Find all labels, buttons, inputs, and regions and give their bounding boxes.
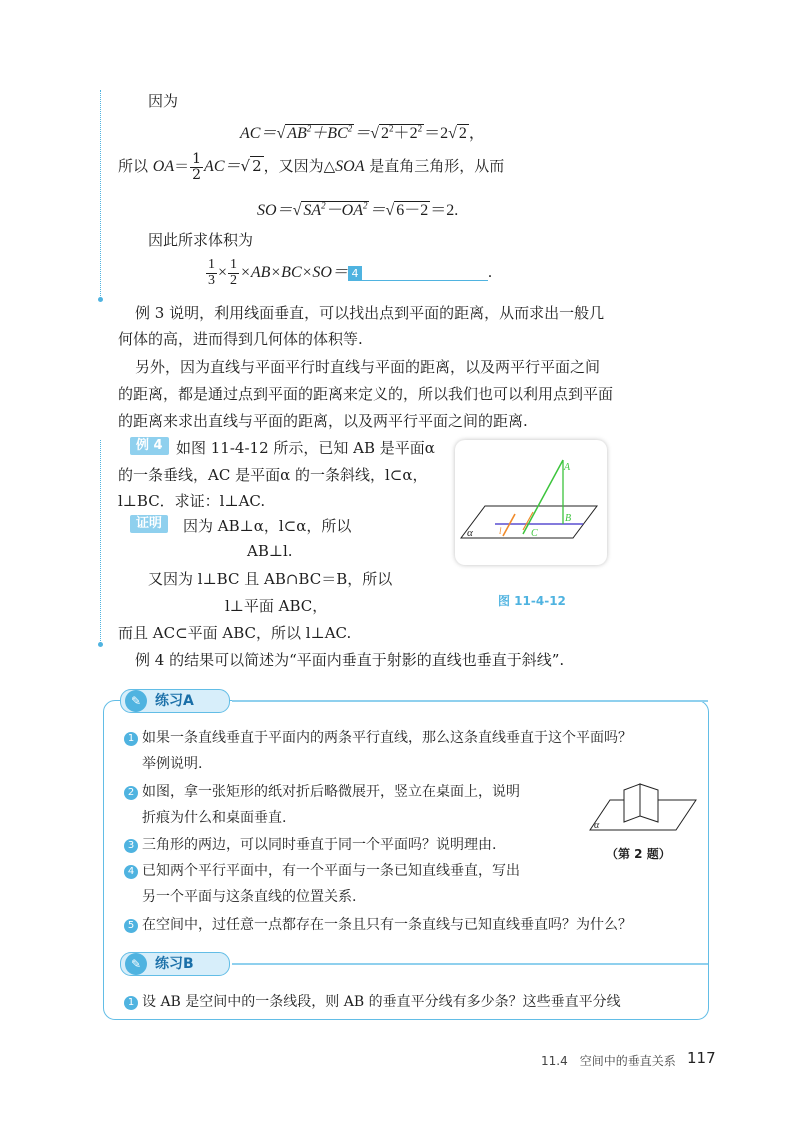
example4-line-3: l⊥BC．求证：l⊥AC. [118,492,266,510]
eq-plus: ＋ [311,125,328,142]
exercise-a-item-2 [124,781,520,801]
exercise-b-item-1 [124,991,621,1011]
eq-result: ＝2 [424,125,449,142]
eq2-tail: ＝2. [430,202,459,219]
exercise-a-title: 练习A [155,693,194,709]
l3-oa: OA [152,158,175,176]
eq-2b: 2 [409,125,418,142]
item-number: 2 [124,786,138,800]
eq-sup: 2 [347,123,353,134]
item-number: 5 [124,919,138,933]
vol-n2: 1 [230,257,238,272]
item-number: 1 [124,996,138,1010]
label-l: l [499,526,502,536]
eq2-eq: ＝ [369,202,386,219]
solution-line-3: 所以 OA＝ $\frac{1}{2}$ AC＝√ 2 ，又因为△SOA 是直角三角形，从而 [118,151,505,183]
paper-left [624,784,640,822]
item-text: 如图，拿一张矩形的纸对折后略微展开，竖立在桌面上，说明 [142,784,520,800]
vol-frac-1 [206,258,217,288]
answer-blank-line[interactable] [362,266,488,281]
vol-frac-2 [228,258,239,288]
eq-2a: 2 [381,125,390,142]
paper-right [640,784,658,822]
vol-d2: 2 [230,272,238,288]
example4-rule [100,440,101,645]
eq2-minus: － [325,202,342,219]
item-number: 1 [124,732,138,746]
page-number: 117 [687,1049,716,1067]
eq-tail: ， [468,125,485,142]
exercise-a-item-3 [124,834,496,854]
exercise-b-header [120,952,230,976]
vol-n1: 1 [208,257,215,272]
solution-rule-dot [98,297,103,302]
eq2-root: 6－2 [396,202,429,219]
eq-lhs: AC＝ [240,125,277,142]
item-text: 在空间中，过任意一点都存在一条且只有一条直线与已知直线垂直吗？为什么？ [142,917,632,933]
eq-sup: 2 [306,123,312,134]
l3-soa: SOA [335,158,365,176]
item-text: 三角形的两边，可以同时垂直于同一个平面吗？说明理由. [142,837,497,853]
eq2-sa: SA [303,202,322,219]
l3-sq: 2 [252,157,262,176]
item-text: 已知两个平行平面中，有一个平面与一条已知直线垂直，写出 [142,863,520,879]
pencil-icon: ✎ [125,953,147,975]
exercise-a-item-5 [124,914,632,934]
answer-blank-marker: 4 [348,266,362,281]
l3-ac: AC＝ [204,158,241,176]
eq-bc: BC [327,125,348,142]
proof-line-1: 因为 AB⊥α，l⊂α，所以 [183,517,352,535]
l3-b: ，又因为△ [263,157,336,176]
exercise-a-item-1 [124,727,632,747]
proof-line-4: l⊥平面 ABC， [225,597,328,615]
proof-tag: 证明 [130,515,168,533]
proof-line-3: 又因为 l⊥BC 且 AB∩BC＝B，所以 [148,570,393,588]
example4-line-1: 如图 11-4-12 所示，已知 AB 是平面α [176,439,435,457]
eq-sup: 2 [389,123,394,134]
eq-plus2: ＋ [393,125,410,142]
solution-eq-so: SO＝√ $SA^2-OA^2$ ＝√ 6－2 ＝2. [257,200,459,219]
para-2a: 另外，因为直线与平面平行时直线与平面的距离，以及两平行平面之间 [135,358,601,376]
eq-sup: 2 [417,123,423,134]
label-c: C [531,528,538,539]
label-a: A [564,462,571,473]
desk-alpha-label: α [594,820,600,831]
eq2-oa: OA [341,202,363,219]
vol-times: × [218,263,228,281]
para-2b: 的距离，都是通过点到平面的距离来定义的，所以我们也可以利用点到平面 [118,385,614,403]
example4-line-2: 的一条垂线，AC 是平面α 的一条斜线，l⊂α， [118,466,428,484]
proof-line-2: AB⊥l. [247,542,293,560]
solution-line-1: 因为 [148,92,179,110]
para-1a: 例 3 说明，利用线面垂直，可以找出点到平面的距离，从而求出一般几 [135,304,605,322]
exercise-a-item-1-cont: 举例说明. [142,756,203,772]
eq2-sup: 2 [321,200,326,211]
exercise-b-header-bar [232,963,708,965]
l3-den: 2 [192,166,202,183]
l3-a: 所以 [118,157,153,176]
solution-line-5: 因此所求体积为 [148,231,254,249]
para-2c: 的距离来求出直线与平面的距离，以及两平行平面之间的距离. [118,412,528,430]
exercise-a-item-4 [124,860,520,880]
figure-11-4-12 [455,440,607,565]
eq2-lhs: SO＝ [257,202,293,219]
exercise-a-item-2-cont: 折痕为什么和桌面垂直. [142,810,287,826]
example4-summary: 例 4 的结果可以简述为“平面内垂直于射影的直线也垂直于斜线”. [135,651,565,669]
item-number: 4 [124,865,138,879]
exercise-a-figure-caption: （第 2 题） [606,847,671,861]
l3-eq: ＝ [174,157,190,176]
vol-rest: ×AB×BC×SO＝ [240,263,348,281]
eq2-sup: 2 [362,200,368,211]
example4-rule-dot [98,642,103,647]
solution-volume [205,258,492,288]
eq-eq: ＝ [354,125,371,142]
proof-line-5: 而且 AC⊂平面 ABC，所以 l⊥AC. [118,624,352,642]
example4-tag: 例 4 [130,437,169,455]
figure-caption: 图 11-4-12 [498,594,566,608]
label-b: B [565,513,572,524]
folded-paper-figure [588,778,698,834]
solution-rule [100,90,101,300]
vol-d1: 3 [208,272,215,288]
item-text: 如果一条直线垂直于平面内的两条平行直线，那么这条直线垂直于这个平面吗？ [142,730,632,746]
l3-c: 是直角三角形，从而 [364,157,505,176]
solution-eq-ac: AC＝√ $AB^2+BC^2$ ＝√ $2^2+2^2 =2√$ 2 ， [240,123,485,142]
exercise-a-header-bar [232,700,708,702]
item-text: 设 AB 是空间中的一条线段，则 AB 的垂直平分线有多少条？这些垂直平分线 [142,994,621,1010]
label-alpha: α [467,527,473,539]
exercise-a-item-4-cont: 另一个平面与这条直线的位置关系. [142,889,357,905]
para-1b: 何体的高，进而得到几何体的体积等. [118,330,363,348]
l3-frac [190,152,203,182]
figure-plane-diagram [455,440,607,565]
pencil-icon: ✎ [125,690,147,712]
eq-ab: AB [287,125,307,142]
exercise-b-title: 练习B [155,956,194,972]
vol-end: . [487,263,492,281]
section-title: 11.4 空间中的垂直关系 [541,1054,676,1068]
item-number: 3 [124,839,138,853]
exercise-a-header [120,689,230,713]
l3-num: 1 [192,151,202,167]
eq-root2: 2 [458,125,467,142]
